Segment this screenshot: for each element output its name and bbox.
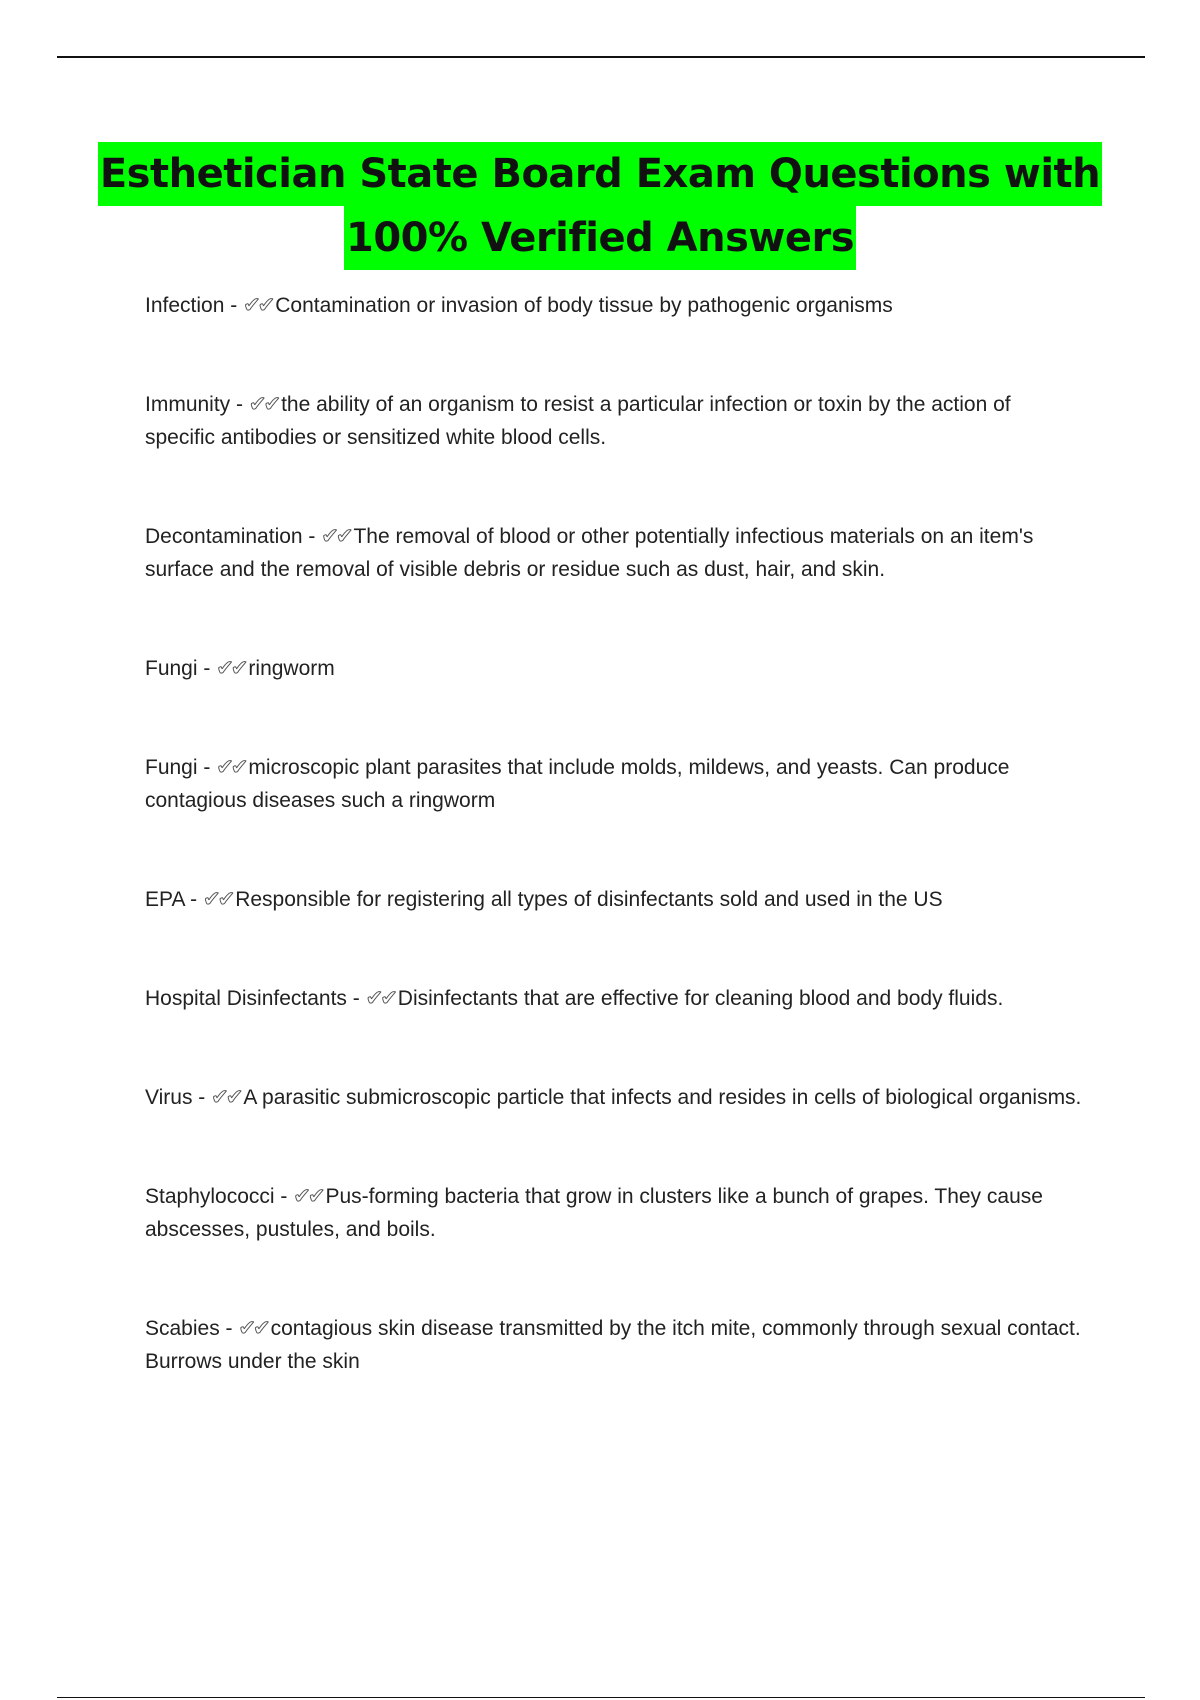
entry-definition: microscopic plant parasites that include molds, mildews, and yeasts. Can produce contagious diseases such a ringworm [145,756,1010,812]
entry-separator: - [230,393,249,416]
double-check-icon: ✔✔ [321,524,351,548]
entry-definition: Responsible for registering all types of disinfectants sold and used in the US [235,888,943,911]
entry-definition: The removal of blood or other potentially infectious materials on an item's surface and the removal of visible debris or residue such as dust, hair, and skin. [145,525,1034,581]
qa-entry [145,1180,1085,1246]
entry-term: Infection [145,294,225,317]
qa-list [145,289,1085,1378]
entry-separator: - [302,525,322,548]
double-check-icon: ✔✔ [211,1085,241,1109]
qa-entry [145,751,1085,817]
entry-term: Virus [145,1086,193,1109]
entry-separator: - [184,888,203,911]
entry-definition: Contamination or invasion of body tissue by pathogenic organisms [275,294,893,317]
entry-definition: Disinfectants that are effective for cleaning blood and body fluids. [397,987,1004,1010]
entry-term: EPA [145,888,185,911]
double-check-icon: ✔✔ [202,887,233,911]
entry-term: Fungi [145,657,198,680]
entry-separator: - [197,657,217,680]
double-check-icon: ✔✔ [238,1316,268,1340]
entry-separator: - [219,1317,239,1340]
title-line-1: Esthetician State Board Exam Questions with [98,142,1102,206]
entry-definition: the ability of an organism to resist a particular infection or toxin by the action of specific antibodies or sensitized white blood cells. [145,393,1011,449]
double-check-icon: ✔✔ [248,392,279,416]
entry-separator: - [274,1185,294,1208]
double-check-icon: ✔✔ [216,755,246,779]
entry-definition: contagious skin disease transmitted by the itch mite, commonly through sexual contact. Burrows under the skin [145,1317,1081,1373]
top-rule [57,56,1145,58]
qa-entry [145,883,1085,916]
double-check-icon: ✔✔ [293,1184,323,1208]
qa-entry [145,520,1085,586]
qa-entry [145,652,1085,685]
entry-term: Immunity [145,393,231,416]
qa-entry [145,1081,1085,1114]
entry-definition: ringworm [248,657,335,680]
page-title [0,142,1200,270]
entry-definition: Pus-forming bacteria that grow in clusters like a bunch of grapes. They cause abscesses, pustules, and boils. [145,1185,1043,1241]
qa-entry [145,1312,1085,1378]
qa-entry [145,289,1085,322]
entry-definition: A parasitic submicroscopic particle that infects and resides in cells of biological organisms. [243,1086,1082,1109]
entry-separator: - [224,294,244,317]
double-check-icon: ✔✔ [365,986,395,1010]
bottom-rule [57,1697,1145,1698]
entry-term: Scabies [145,1317,220,1340]
entry-separator: - [346,987,366,1010]
entry-term: Fungi [145,756,198,779]
entry-separator: - [197,756,217,779]
double-check-icon: ✔✔ [216,656,246,680]
qa-entry [145,388,1085,454]
double-check-icon: ✔✔ [243,293,273,317]
entry-separator: - [192,1086,212,1109]
qa-entry [145,982,1085,1015]
entry-term: Staphylococci [145,1185,275,1208]
entry-term: Decontamination [145,525,303,548]
title-line-2: 100% Verified Answers [344,206,856,270]
entry-term: Hospital Disinfectants [145,987,347,1010]
